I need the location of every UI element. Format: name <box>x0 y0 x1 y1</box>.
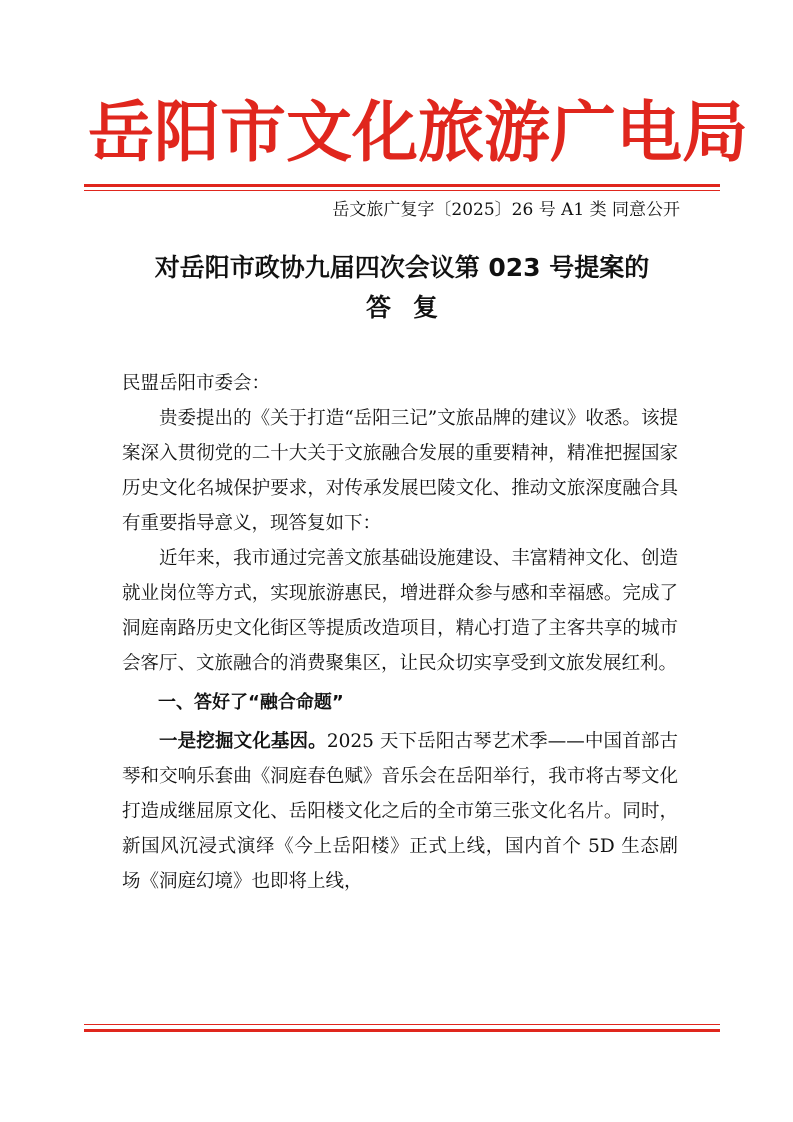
document-body <box>122 366 678 899</box>
document-number: 岳文旅广复字〔2025〕26 号 A1 类 同意公开 <box>332 200 680 220</box>
header-rule-thin <box>84 190 720 191</box>
title-line-2: 答复 <box>365 293 460 322</box>
paragraph-text: 2025 天下岳阳古琴艺术季——中国首部古琴和交响乐套曲《洞庭春色赋》音乐会在岳阳举行，我市将古琴文化打造成继屈原文化、岳阳楼文化之后的全市第三张文化名片。同时，新国风沉浸式演绎《今上岳阳楼》正式上线，国内首个 5D 生态剧场《洞庭幻境》也即将上线， <box>122 731 678 892</box>
footer-rule-thick <box>84 1029 720 1032</box>
masthead-char: 电 <box>616 93 682 171</box>
footer-rule-thin <box>84 1024 720 1025</box>
header-rule-thick <box>84 184 720 187</box>
masthead-char: 化 <box>352 93 418 171</box>
title-line-1: 对岳阳市政协九届四次会议第 023 号提案的 <box>154 253 650 282</box>
paragraph: 贵委提出的《关于打造“岳阳三记”文旅品牌的建议》收悉。该提案深入贯彻党的二十大关于文旅融合发展的重要精神，精准把握国家历史文化名城保护要求，对传承发展巴陵文化、推动文旅深度融合具有重要指导意义，现答复如下： <box>122 408 678 534</box>
paragraph: 近年来，我市通过完善文旅基础设施建设、丰富精神文化、创造就业岗位等方式，实现旅游惠民，增进群众参与感和幸福感。完成了洞庭南路历史文化街区等提质改造项目，精心打造了主客共享的城市会客厅、文旅融合的消费聚集区，让民众切实享受到文旅发展红利。 <box>122 548 678 674</box>
masthead-title <box>88 92 748 172</box>
document-title <box>84 248 720 328</box>
masthead-char: 市 <box>220 93 286 171</box>
masthead-char: 局 <box>682 93 748 171</box>
masthead-char: 游 <box>484 93 550 171</box>
masthead-char: 文 <box>286 93 352 171</box>
paragraph-lead: 一是挖掘文化基因。 <box>159 731 327 752</box>
masthead-char: 阳 <box>154 93 220 171</box>
masthead-char: 岳 <box>88 93 154 171</box>
masthead-char: 广 <box>550 93 616 171</box>
paragraph <box>122 724 678 899</box>
salutation: 民盟岳阳市委会： <box>122 373 271 394</box>
masthead-char: 旅 <box>418 93 484 171</box>
section-heading: 一、答好了“融合命题” <box>158 692 344 713</box>
